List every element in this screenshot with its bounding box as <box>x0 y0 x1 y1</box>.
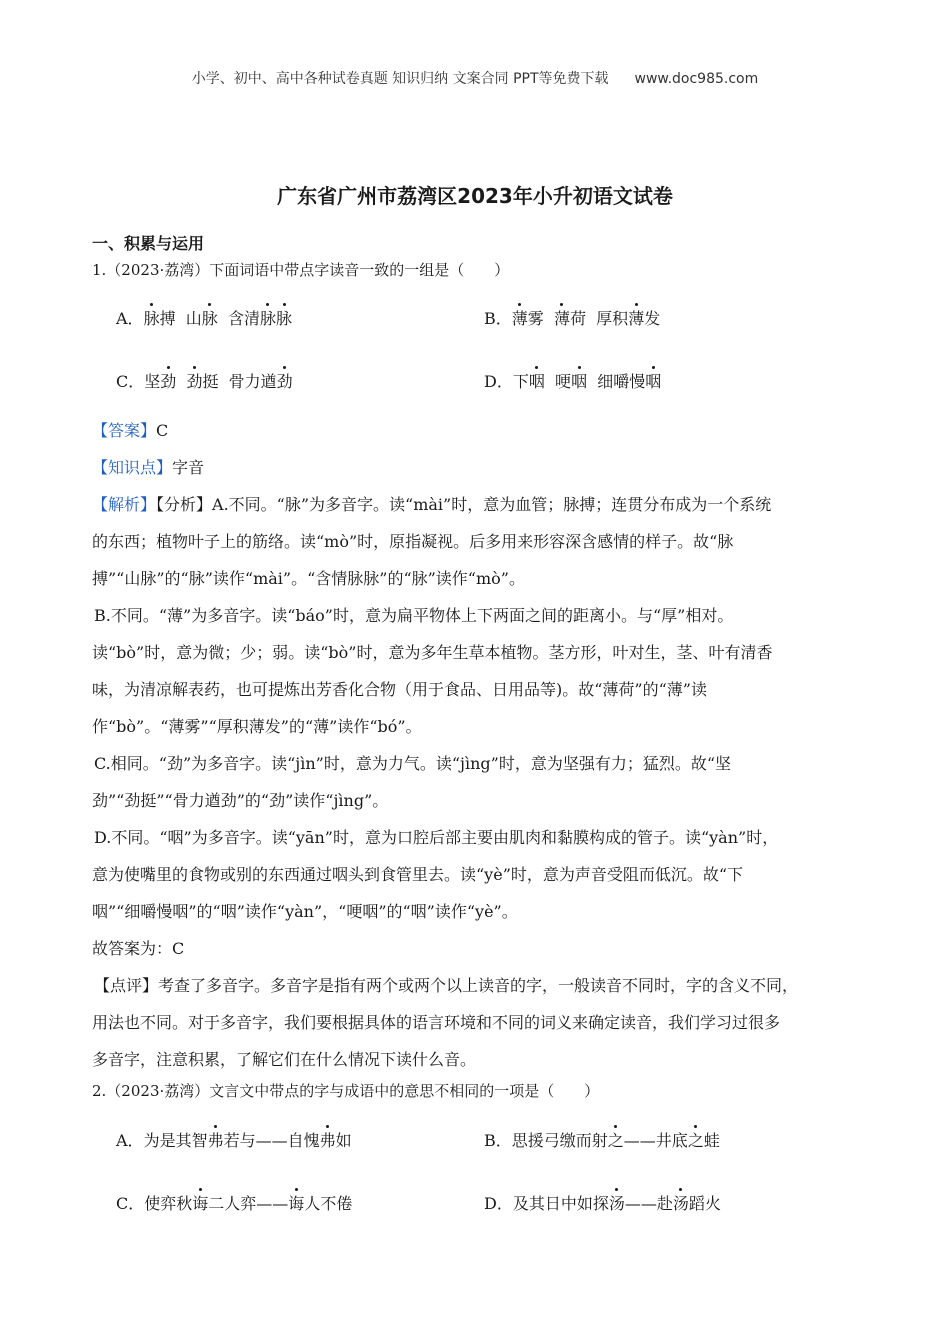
q2-option-d[interactable] <box>484 1193 721 1215</box>
word-part: 为是其智 <box>143 1131 208 1150</box>
analysis-line: D.不同。“咽”为多音字。读“yān”时，意为口腔后部主要由肌肉和黏膜构成的管子。读“yàn”时， <box>94 828 779 847</box>
option-label: B． <box>484 1131 512 1150</box>
dotted-char: 薄 <box>628 309 645 328</box>
q2-option-a[interactable] <box>116 1130 352 1152</box>
word-part: 含清 <box>227 309 260 328</box>
word-part: ——赴 <box>624 1194 673 1213</box>
question-1-stem: 1.（2023·荔湾）下面词语中带点字读音一致的一组是（ ） <box>92 261 510 279</box>
q1-solution <box>92 412 872 1078</box>
analysis-text: 【分析】A.不同。“脉”为多音字。读“mài”时，意为血管；脉搏；连贯分布成为一个系统 <box>156 495 772 514</box>
dotted-char: 诲 <box>192 1194 209 1213</box>
dotted-char: 薄 <box>511 309 528 328</box>
answer-value: C <box>156 421 169 440</box>
answer-conclusion: 故答案为：C <box>92 939 185 958</box>
analysis-line: C.相同。“劲”为多音字。读“jìn”时，意为力气。读“jìng”时，意为坚强有力；猛烈。故“坚 <box>94 754 732 773</box>
word-part: 如 <box>335 1131 352 1150</box>
analysis-tag: 【解析】 <box>92 495 157 514</box>
analysis-line: 劲”“劲挺”“骨力遒劲”的“劲”读作“jìng”。 <box>92 791 389 810</box>
header-text: 小学、初中、高中各种试卷真题 知识归纳 文案合同 PPT等免费下载 <box>191 71 609 87</box>
analysis-line: 味，为清凉解表药，也可提炼出芳香化合物（用于食品、日用品等)。故“薄荷”的“薄”读 <box>92 680 707 699</box>
dotted-char: 诲 <box>288 1194 305 1213</box>
page-header <box>0 68 950 88</box>
answer-tag: 【答案】 <box>92 421 157 440</box>
q2-option-b[interactable] <box>484 1130 720 1152</box>
word-part: 坚 <box>144 372 161 391</box>
q2-option-c[interactable] <box>116 1193 352 1215</box>
dotted-char: 薄 <box>553 309 570 328</box>
answer-line <box>92 412 872 449</box>
word-part: 山 <box>185 309 202 328</box>
analysis-line: 的东西；植物叶子上的筋络。读“mò”时，原指凝视。后多用来形容深含感情的样子。故“脉 <box>92 532 734 551</box>
word-part: 二人弈—— <box>208 1194 289 1213</box>
option-label: D． <box>484 1194 513 1213</box>
page-title: 广东省广州市荔湾区2023年小升初语文试卷 <box>277 184 673 208</box>
word-part: 思援弓缴而射 <box>511 1131 608 1150</box>
word-part: 人不倦 <box>304 1194 353 1213</box>
dotted-char: 弗 <box>319 1131 336 1150</box>
dotted-char: 之 <box>687 1131 704 1150</box>
option-label: B． <box>484 309 512 328</box>
q1-option-a[interactable] <box>116 308 292 330</box>
section-heading: 一、积累与运用 <box>92 234 205 253</box>
comment-line: 【点评】考查了多音字。多音字是指有两个或两个以上读音的字，一般读音不同时，字的含义不同， <box>94 976 799 995</box>
option-label: A． <box>116 309 144 328</box>
option-label: A． <box>116 1131 144 1150</box>
dotted-char: 汤 <box>608 1194 625 1213</box>
dotted-char: 劲 <box>276 372 293 391</box>
option-label: D． <box>484 372 513 391</box>
word-part: 雾 <box>527 309 544 328</box>
q1-option-c[interactable] <box>116 371 293 393</box>
question-2-stem: 2.（2023·荔湾）文言文中带点的字与成语中的意思不相同的一项是（ ） <box>92 1082 600 1100</box>
word-part: 若与——自愧 <box>223 1131 320 1150</box>
analysis-line: 意为使嘴里的食物或别的东西通过咽头到食管里去。读“yè”时，意为声音受阻而低沉。故“下 <box>92 865 744 884</box>
option-label: C． <box>116 1194 145 1213</box>
word-part: 发 <box>644 309 661 328</box>
analysis-line: 读“bò”时，意为微；少；弱。读“bò”时，意为多年生草本植物。茎方形，叶对生，茎、叶有清香 <box>92 643 773 662</box>
word-part: 挺 <box>202 372 219 391</box>
analysis-line: B.不同。“薄”为多音字。读“báo”时，意为扁平物体上下两面之间的距离小。与“厚”相对。 <box>94 606 734 625</box>
word-part: 及其日中如探 <box>512 1194 609 1213</box>
dotted-char: 之 <box>607 1131 624 1150</box>
comment-line: 用法也不同。对于多音字，我们要根据具体的语言环境和不同的词义来确定读音，我们学习过很多 <box>92 1013 781 1032</box>
dotted-char: 脉 <box>143 309 160 328</box>
word-part: 骨力遒 <box>228 372 277 391</box>
dotted-char: 咽 <box>528 372 545 391</box>
knowledge-point-tag: 【知识点】 <box>92 458 173 477</box>
option-label: C． <box>116 372 145 391</box>
word-part: 蹈火 <box>688 1194 721 1213</box>
dotted-char: 弗 <box>207 1131 224 1150</box>
word-part: 细嚼慢 <box>597 372 646 391</box>
comment-line: 多音字，注意积累，了解它们在什么情况下读什么音。 <box>92 1050 477 1069</box>
dotted-char: 脉 <box>276 309 293 328</box>
word-part: 下 <box>512 372 529 391</box>
word-part: ——井底 <box>623 1131 688 1150</box>
dotted-char: 咽 <box>571 372 588 391</box>
header-url[interactable]: www.doc985.com <box>634 71 759 87</box>
dotted-char: 脉 <box>201 309 218 328</box>
dotted-char: 咽 <box>645 372 662 391</box>
analysis-line: 搏”“山脉”的“脉”读作“mài”。“含情脉脉”的“脉”读作“mò”。 <box>92 569 525 588</box>
analysis-line: 咽”“细嚼慢咽”的“咽”读作“yàn”，“哽咽”的“咽”读作“yè”。 <box>92 902 518 921</box>
word-part: 厚积 <box>596 309 629 328</box>
dotted-char: 劲 <box>186 372 203 391</box>
dotted-char: 劲 <box>160 372 177 391</box>
word-part: 荷 <box>569 309 586 328</box>
knowledge-point-value: 字音 <box>172 458 205 477</box>
word-part: 哽 <box>555 372 572 391</box>
dotted-char: 脉 <box>259 309 276 328</box>
q1-option-d[interactable] <box>484 371 661 393</box>
q1-option-b[interactable] <box>484 308 660 330</box>
word-part: 使弈秋 <box>144 1194 193 1213</box>
knowledge-point-line <box>92 449 872 486</box>
word-part: 蛙 <box>703 1131 720 1150</box>
analysis-line <box>92 486 872 523</box>
word-part: 搏 <box>159 309 176 328</box>
analysis-line: 作“bò”。“薄雾”“厚积薄发”的“薄”读作“bó”。 <box>92 717 422 736</box>
dotted-char: 汤 <box>672 1194 689 1213</box>
